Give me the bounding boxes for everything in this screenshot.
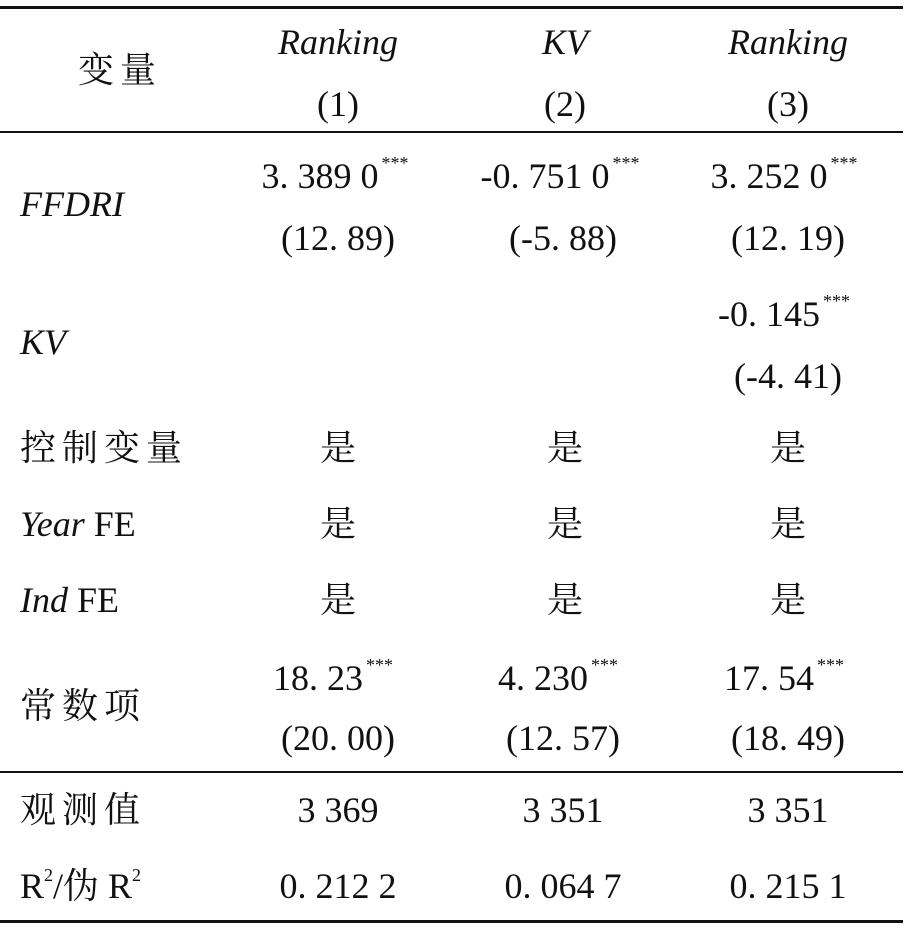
kv-coef-3: -0. 145 *** [718,291,850,334]
constant-t-2: (12. 57) [506,718,620,758]
constant-coef-3: 17. 54 *** [724,655,844,698]
observations-2: 3 351 [522,790,604,830]
significance-stars: *** [830,153,858,173]
variable-header: 变量 [78,50,163,90]
header-rule [0,131,903,133]
significance-stars: *** [817,655,844,675]
r2-1: 0. 212 2 [279,866,397,906]
col3-number: (3) [767,84,809,124]
row-label-kv: KV [20,322,67,362]
row-label-r2: $R^2/$伪 $R^2$ [20,865,142,906]
top-rule [0,6,903,9]
col2-name: KV [541,22,589,62]
significance-stars: *** [366,655,393,675]
constant-t-1: (20. 00) [281,718,395,758]
ind-fe-2: 是 [546,580,584,620]
row-label-ind-fe: Ind FE [20,580,120,620]
controls-3: 是 [769,428,807,468]
constant-coef-2: 4. 230 *** [498,655,618,698]
year-fe-2: 是 [546,504,584,544]
constant-coef-1: 18. 23 *** [273,655,393,698]
col2-number: (2) [544,84,586,124]
ind-fe-3: 是 [769,580,807,620]
ffdri-coef-2: -0. 751 0 *** [480,153,640,196]
r2-3: 0. 215 1 [729,866,847,906]
significance-stars: *** [612,153,640,173]
col3-name: Ranking [728,22,848,62]
ffdri-t-1: (12. 89) [281,218,395,258]
body-bottom-rule [0,771,903,773]
row-label-controls: 控制变量 [20,428,189,468]
col1-number: (1) [317,84,359,124]
ffdri-coef-3: 3. 252 0 *** [710,153,858,196]
significance-stars: *** [591,655,618,675]
year-fe-1: 是 [319,504,357,544]
r2-2: 0. 064 7 [504,866,622,906]
kv-t-3: (-4. 41) [734,356,842,396]
controls-2: 是 [546,428,584,468]
significance-stars: *** [381,153,409,173]
controls-1: 是 [319,428,357,468]
year-fe-3: 是 [769,504,807,544]
ffdri-t-3: (12. 19) [731,218,845,258]
ffdri-coef-1: 3. 389 0 *** [261,153,409,196]
row-label-observations: 观测值 [20,790,147,830]
row-label-constant: 常数项 [20,686,147,726]
constant-t-3: (18. 49) [731,718,845,758]
bottom-rule [0,920,903,923]
row-label-ffdri: FFDRI [20,184,124,224]
significance-stars: *** [823,291,850,311]
row-label-year-fe: Year FE [20,504,136,544]
observations-1: 3 369 [297,790,379,830]
ffdri-t-2: (-5. 88) [509,218,617,258]
observations-3: 3 351 [747,790,829,830]
col1-name: Ranking [278,22,398,62]
ind-fe-1: 是 [319,580,357,620]
